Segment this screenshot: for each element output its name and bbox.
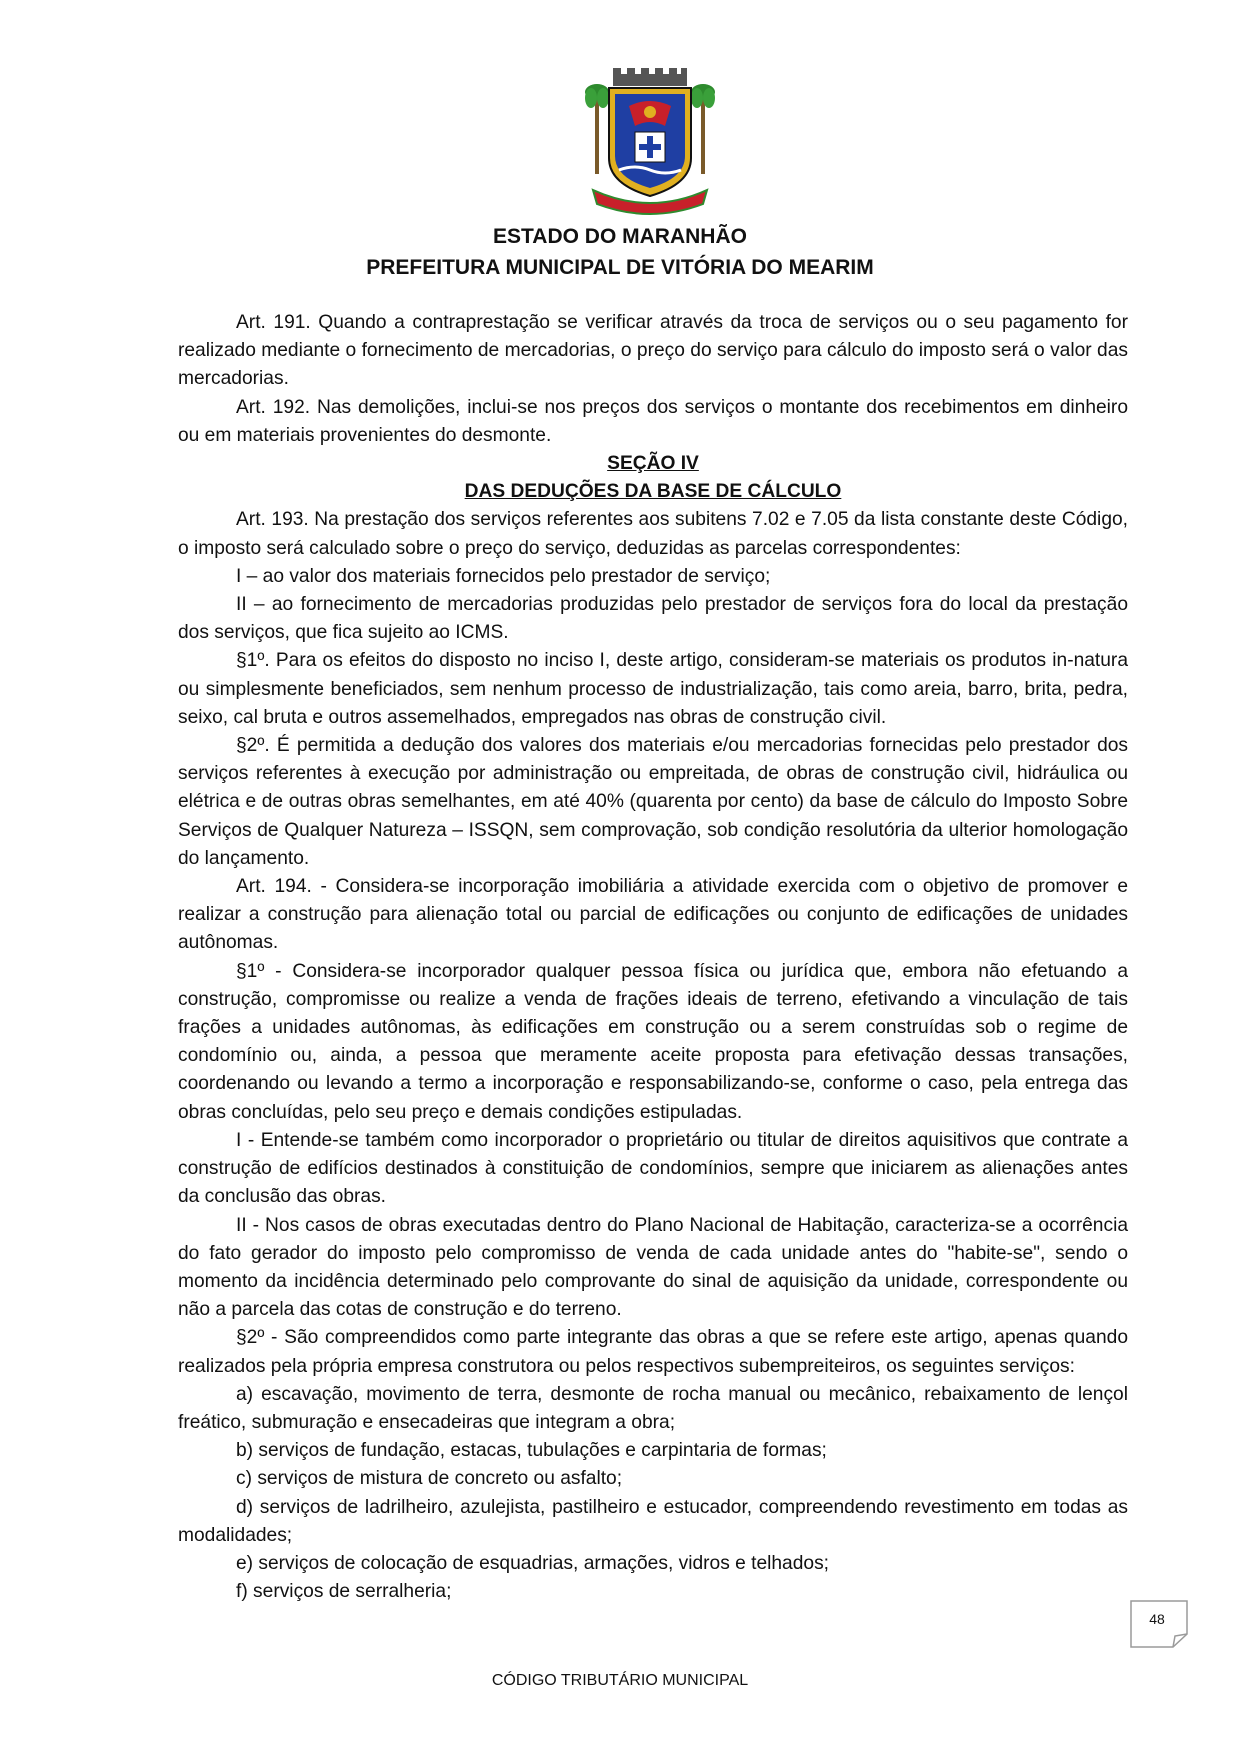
section-heading: DAS DEDUÇÕES DA BASE DE CÁLCULO	[464, 481, 842, 503]
mural-crown-icon	[613, 68, 687, 86]
paragraph: I - Entende-se também como incorporador o proprietário ou titular de direitos aquisitivos que contrate a construção de edifícios destinados à constituição de condomínios, sempre que iniciarem as alienações antes da conclusão das obras.	[178, 1129, 1128, 1208]
paragraph: §1º - Considera-se incorporador qualquer pessoa física ou jurídica que, embora não efetuando a construção, compromisse ou realize a venda de frações ideais de terreno, efetivando a vinculação de tais frações a unidades autônomas, às edificações em construção ou a serem construídas sob o regime de condomínio ou, ainda, a pessoa que meramente aceite proposta para efetivação dessas transações, coordenando ou levando a termo a incorporação e responsabilizando-se, conforme o caso, pela entrega das obras concluídas, pelo seu preço e demais condições estipuladas.	[178, 960, 1128, 1123]
paragraph: c) serviços de mistura de concreto ou asfalto;	[236, 1468, 623, 1490]
municipal-crest-logo	[585, 66, 715, 216]
page-number: 48	[1149, 1611, 1165, 1627]
municipality-heading: PREFEITURA MUNICIPAL DE VITÓRIA DO MEARIM	[366, 256, 874, 279]
paragraph: II - Nos casos de obras executadas dentro do Plano Nacional de Habitação, caracteriza-se a ocorrência do fato gerador do imposto pelo compromisso de venda de cada unidade antes do "habite-se", sendo o momento da incidência determinado pelo comprovante do sinal de aquisição da unidade, correspondente ou não a parcela das cotas de construção e do terreno.	[178, 1214, 1128, 1321]
state-heading: ESTADO DO MARANHÃO	[493, 225, 747, 248]
paragraph: e) serviços de colocação de esquadrias, armações, vidros e telhados;	[236, 1552, 829, 1574]
paragraph: b) serviços de fundação, estacas, tubulações e carpintaria de formas;	[236, 1440, 827, 1462]
palm-left-icon	[585, 84, 609, 174]
paragraph: I – ao valor dos materiais fornecidos pelo prestador de serviço;	[236, 565, 771, 587]
paragraph: a) escavação, movimento de terra, desmonte de rocha manual ou mecânico, rebaixamento de lençol freático, submuração e ensecadeiras que integram a obra;	[178, 1383, 1128, 1433]
paragraph: d) serviços de ladrilheiro, azulejista, pastilheiro e estucador, compreendendo revestimento em todas as modalidades;	[178, 1496, 1128, 1546]
footer-title: CÓDIGO TRIBUTÁRIO MUNICIPAL	[491, 1672, 749, 1689]
paragraph: II – ao fornecimento de mercadorias produzidas pelo prestador de serviços fora do local da prestação dos serviços, que fica sujeito ao ICMS.	[178, 594, 1128, 644]
section-heading: SEÇÃO IV	[607, 453, 699, 475]
paragraph: Art. 192. Nas demolições, inclui-se nos preços dos serviços o montante dos recebimentos em dinheiro ou em materiais provenientes do desmonte.	[178, 396, 1128, 446]
paragraph: f) serviços de serralheria;	[236, 1581, 452, 1603]
paragraph: §2º - São compreendidos como parte integrante das obras a que se refere este artigo, apenas quando realizados pela própria empresa construtora ou pelos respectivos subempreiteiros, os seguintes serviços:	[178, 1327, 1128, 1377]
paragraph: Art. 194. - Considera-se incorporação imobiliária a atividade exercida com o objetivo de promover e realizar a construção para alienação total ou parcial de edificações ou conjunto de edificações de unidades autônomas.	[178, 876, 1128, 954]
document-body	[178, 309, 1128, 1606]
paragraph: Art. 193. Na prestação dos serviços referentes aos subitens 7.02 e 7.05 da lista constante deste Código, o imposto será calculado sobre o preço do serviço, deduzidas as parcelas correspondentes:	[178, 509, 1128, 559]
palm-right-icon	[691, 84, 715, 174]
paragraph: Art. 191. Quando a contraprestação se verificar através da troca de serviços ou o seu pagamento for realizado mediante o fornecimento de mercadorias, o preço do serviço para cálculo do imposto será o valor das mercadorias.	[178, 312, 1128, 390]
paragraph: §1º. Para os efeitos do disposto no inciso I, deste artigo, consideram-se materiais os produtos in-natura ou simplesmente beneficiados, sem nenhum processo de industrialização, tais como areia, barro, brita, pedra, seixo, cal bruta e outros assemelhados, empregados nas obras de construção civil.	[178, 650, 1128, 728]
paragraph: §2º. É permitida a dedução dos valores dos materiais e/ou mercadorias fornecidas pelo prestador dos serviços referentes à execução por administração ou empreitada, de obras de construção civil, hidráulica ou elétrica e de outras obras semelhantes, em até 40% (quarenta por cento) da base de cálculo do Imposto Sobre Serviços de Qualquer Natureza – ISSQN, sem comprovação, sob condição resolutória da ulterior homologação do lançamento.	[178, 735, 1128, 869]
